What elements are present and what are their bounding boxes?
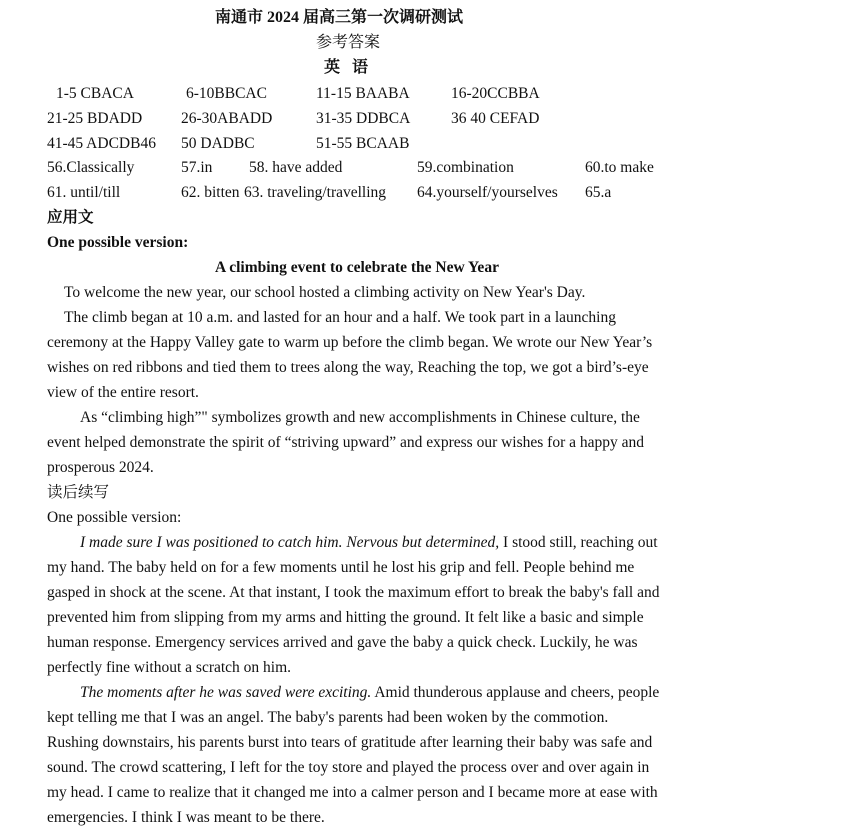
answer-cell: 1-5 CBACA: [56, 85, 134, 102]
essay-line: ceremony at the Happy Valley gate to warm up before the climb began. We wrote our New Year’s: [47, 334, 653, 351]
answer-key-subtitle: 参考答案: [316, 34, 381, 51]
story-line: kept telling me that I was an angel. The baby's parents had been woken by the commotion.: [47, 709, 609, 726]
story-line: emergencies. I think I was meant to be there.: [47, 809, 325, 826]
story-line: prevented him from slipping from my arms and hitting the ground. It felt like a basic and simple: [47, 609, 644, 626]
story-line: Rushing downstairs, his parents burst into tears of gratitude after learning their baby was safe and: [47, 734, 653, 751]
answer-cell: 31-35 DDBCA: [316, 110, 411, 127]
section-heading-applied: 应用文: [47, 209, 94, 226]
story-line-rest: Amid thunderous applause and cheers, people: [371, 684, 660, 701]
story-line: [80, 533, 658, 553]
answer-cell: 61. until/till: [47, 184, 121, 201]
section-heading-continuation: 读后续写: [47, 484, 110, 501]
answer-cell: 64.yourself/yourselves: [417, 184, 558, 201]
story-line: my head. I came to realize that it changed me into a calmer person and I became more at ease with: [47, 784, 658, 801]
essay-line: wishes on red ribbons and tied them to trees along the way, Reaching the top, we got a bird’s-eye: [47, 359, 649, 376]
story-line: [80, 683, 659, 703]
essay-line: The climb began at 10 a.m. and lasted for an hour and a half. We took part in a launching: [64, 309, 616, 326]
story-line-rest: I stood still, reaching out: [499, 534, 658, 551]
story-opening-italic: The moments after he was saved were exciting.: [80, 684, 372, 701]
answer-cell: 16-20CCBBA: [451, 85, 540, 102]
essay-line: event helped demonstrate the spirit of “striving upward” and express our wishes for a happy and: [47, 434, 645, 451]
version-label: One possible version:: [47, 509, 182, 526]
story-line: my hand. The baby held on for a few moments until he lost his grip and fell. People behind me: [47, 559, 635, 576]
story-line: sound. The crowd scattering, I left for the toy store and played the process over and over again in: [47, 759, 650, 776]
answer-cell: 11-15 BAABA: [316, 85, 410, 102]
story-line: gasped in shock at the scene. At that instant, I took the maximum effort to break the baby's fall and: [47, 584, 660, 601]
answer-cell: 60.to make: [585, 159, 654, 176]
answer-cell: 41-45 ADCDB46: [47, 135, 156, 152]
answer-cell: 6-10BBCAC: [186, 85, 267, 102]
answer-cell: 65.a: [585, 184, 612, 201]
version-label: One possible version:: [47, 234, 189, 251]
answer-cell: 57.in: [181, 159, 213, 176]
essay-line: To welcome the new year, our school hosted a climbing activity on New Year's Day.: [64, 284, 586, 301]
answer-cell: 63. traveling/travelling: [244, 184, 387, 201]
answer-cell: 36 40 CEFAD: [451, 110, 540, 127]
answer-cell: 59.combination: [417, 159, 514, 176]
story-line: perfectly fine without a scratch on him.: [47, 659, 292, 676]
answer-cell: 56.Classically: [47, 159, 135, 176]
answer-cell: 21-25 BDADD: [47, 110, 143, 127]
essay-line: As “climbing high”" symbolizes growth and new accomplishments in Chinese culture, the: [80, 409, 640, 426]
subject-label: 英 语: [324, 59, 373, 76]
exam-title: 南通市 2024 届高三第一次调研测试: [215, 9, 464, 26]
essay-title: A climbing event to celebrate the New Year: [215, 259, 499, 276]
answer-cell: 51-55 BCAAB: [316, 135, 410, 152]
answer-cell: 50 DADBC: [181, 135, 255, 152]
essay-line: view of the entire resort.: [47, 384, 199, 401]
essay-line: prosperous 2024.: [47, 459, 154, 476]
answer-cell: 62. bitten: [181, 184, 240, 201]
answer-cell: 58. have added: [249, 159, 343, 176]
story-line: human response. Emergency services arrived and gave the baby a quick check. Luckily, he was: [47, 634, 638, 651]
story-opening-italic: I made sure I was positioned to catch him. Nervous but determined,: [80, 534, 500, 551]
answer-cell: 26-30ABADD: [181, 110, 273, 127]
